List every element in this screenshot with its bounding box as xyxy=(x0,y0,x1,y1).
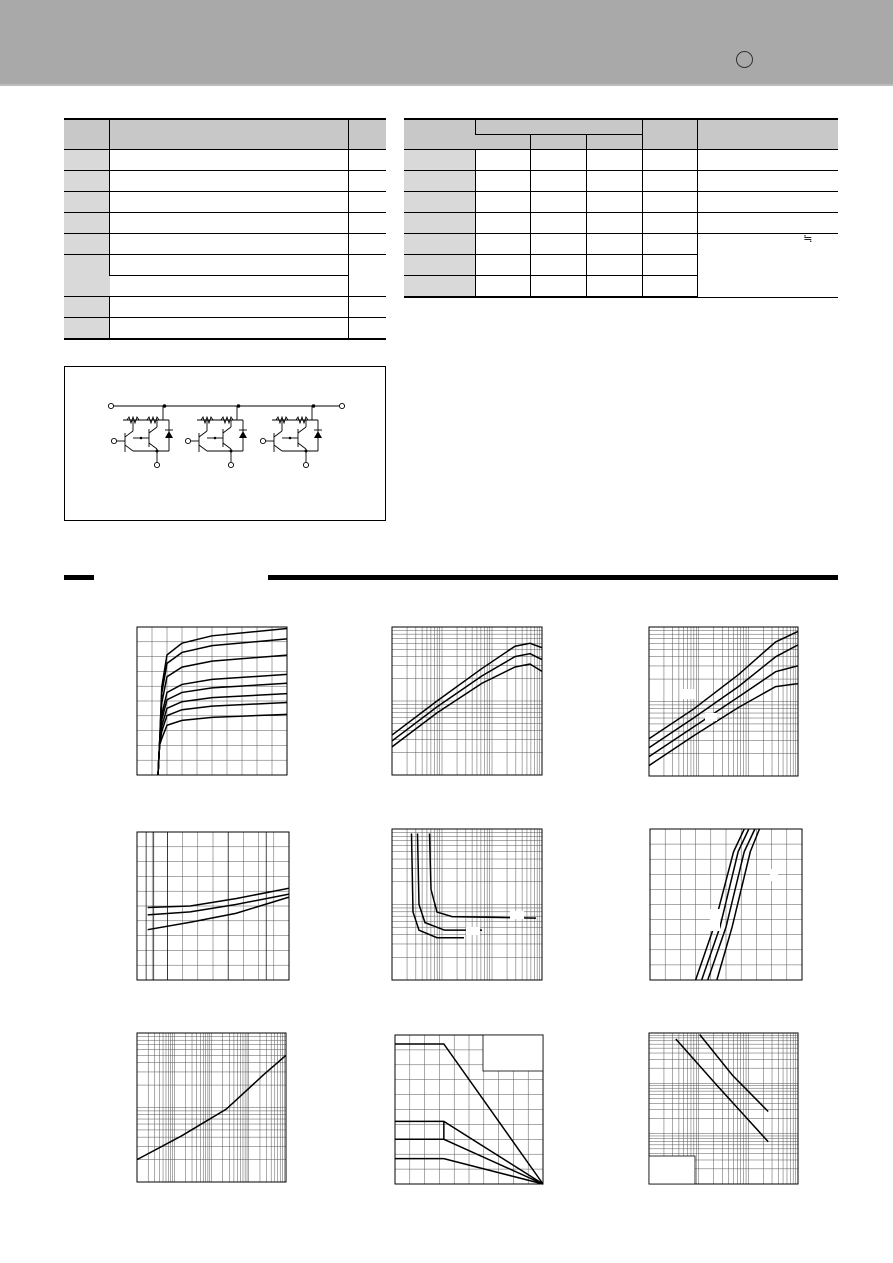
graph-gridlines xyxy=(137,1033,286,1182)
graph-gridlines xyxy=(649,627,798,776)
circuit-stage xyxy=(111,404,173,467)
graph-gridlines xyxy=(392,627,542,775)
graph-gridlines xyxy=(392,829,542,980)
graph-current-gain xyxy=(392,627,542,775)
graph-transfer-characteristics xyxy=(650,829,802,980)
equivalent-circuit-diagram-icon xyxy=(108,403,344,467)
graph-derating xyxy=(395,1035,543,1184)
graph-output-characteristics xyxy=(137,627,287,775)
approx-equal-symbol: ≒ xyxy=(803,232,813,245)
graph-saturation-voltage xyxy=(649,627,798,776)
graph-switching-characteristics xyxy=(392,829,542,980)
circuit-stage xyxy=(260,404,322,467)
graph-thermal-impedance xyxy=(137,1033,286,1182)
circuit-stage xyxy=(185,404,247,467)
section-divider-bar xyxy=(64,575,838,580)
graph-safe-operating-area xyxy=(649,1033,798,1184)
graph-temperature-characteristics xyxy=(137,832,289,980)
